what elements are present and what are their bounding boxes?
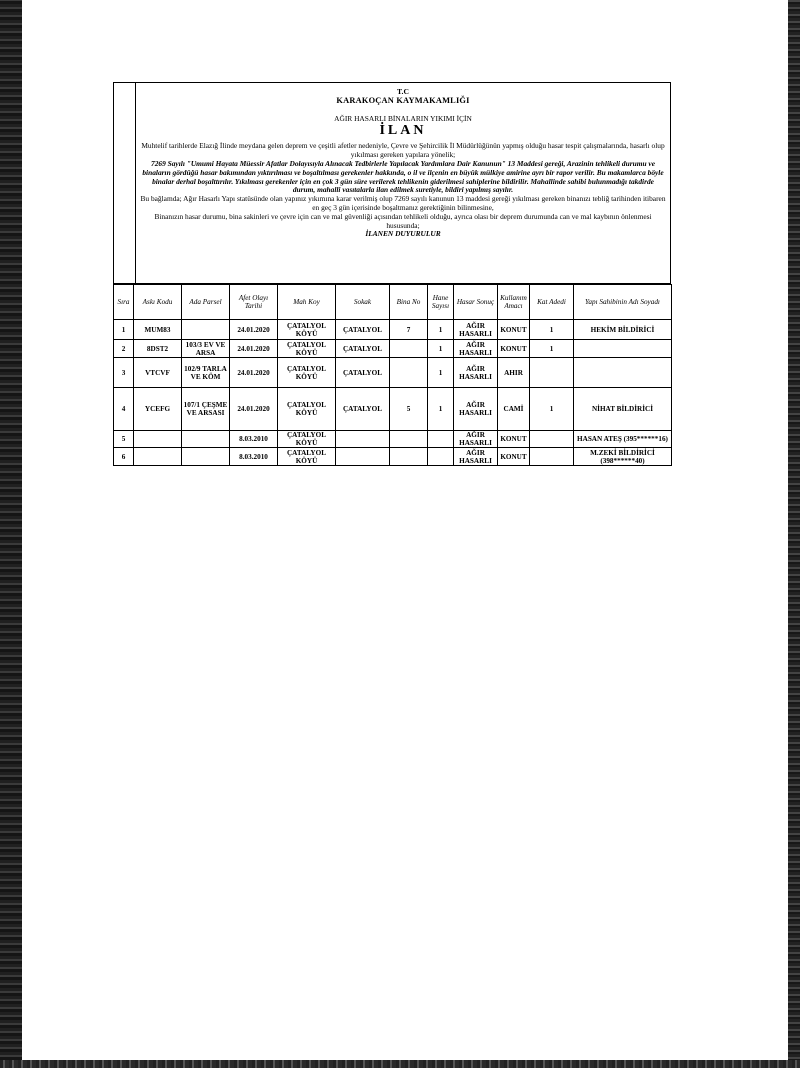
table-row xyxy=(114,388,672,431)
cell-afet-tarihi: 8.03.2010 xyxy=(230,431,278,448)
cell-sokak: ÇATALYOL xyxy=(336,388,390,431)
cell-hane-sayisi xyxy=(428,431,454,448)
cell-kat-adedi: 1 xyxy=(530,340,574,358)
cell-aski-kodu: 8DST2 xyxy=(134,340,182,358)
cell-hane-sayisi: 1 xyxy=(428,358,454,388)
cell-mah-koy: ÇATALYOL KÖYÜ xyxy=(278,448,336,466)
notice-closing: İLANEN DUYURULUR xyxy=(365,229,441,239)
header-sira: Sıra xyxy=(114,285,134,320)
cell-kullanim-amaci: KONUT xyxy=(498,448,530,466)
header-mah-koy: Mah Koy xyxy=(278,285,336,320)
scan-border-right xyxy=(788,0,800,1068)
notice-paragraph-1: Muhtelif tarihlerde Elazığ İlinde meydana gelen deprem ve çeşitli afetler nedeniyle, Çevre ve Şehircilik İl Müdürlüğünün yapmış olduğu hasar tespit çalışmalarında, hasarlı olup yıkılması gereken yapılara yönelik; xyxy=(141,141,665,160)
cell-bina-no xyxy=(390,358,428,388)
cell-hasar-sonuc: AĞIR HASARLI xyxy=(454,431,498,448)
cell-ada-parsel xyxy=(182,431,230,448)
cell-aski-kodu: MUM83 xyxy=(134,320,182,340)
cell-sira: 4 xyxy=(114,388,134,431)
cell-kullanim-amaci: KONUT xyxy=(498,320,530,340)
cell-ada-parsel: 107/1 ÇEŞME VE ARSASI xyxy=(182,388,230,431)
cell-mah-koy: ÇATALYOL KÖYÜ xyxy=(278,358,336,388)
cell-mah-koy: ÇATALYOL KÖYÜ xyxy=(278,388,336,431)
cell-aski-kodu: VTCVF xyxy=(134,358,182,388)
cell-hasar-sonuc: AĞIR HASARLI xyxy=(454,320,498,340)
table-row xyxy=(114,340,672,358)
notice-ilan-heading: İLAN xyxy=(379,123,427,139)
notice-text xyxy=(140,88,666,239)
table-header-row xyxy=(114,285,672,320)
cell-kullanim-amaci: AHIR xyxy=(498,358,530,388)
table-row xyxy=(114,431,672,448)
scan-border-left xyxy=(0,0,22,1068)
cell-yapi-sahibi: NİHAT BİLDİRİCİ xyxy=(574,388,672,431)
cell-mah-koy: ÇATALYOL KÖYÜ xyxy=(278,340,336,358)
cell-kat-adedi: 1 xyxy=(530,388,574,431)
cell-sira: 2 xyxy=(114,340,134,358)
notice-office: KARAKOÇAN KAYMAKAMLIĞI xyxy=(336,95,470,105)
cell-yapi-sahibi: M.ZEKİ BİLDİRİCİ (398******40) xyxy=(574,448,672,466)
table-row xyxy=(114,448,672,466)
cell-hane-sayisi: 1 xyxy=(428,340,454,358)
notice-paragraph-3: Bu bağlamda; Ağır Hasarlı Yapı statüsünde olan yapınız yıkımına karar verilmiş olup 7269 sayılı kanunun 13 maddesi gereği yıkılması gereken binanızı tebliğ tarihinden itibaren en geç 3 gün içerisinde boşaltmanız gerektiğinin bilinmesine, xyxy=(140,194,666,212)
cell-sira: 6 xyxy=(114,448,134,466)
cell-sokak: ÇATALYOL xyxy=(336,320,390,340)
table-row xyxy=(114,320,672,340)
notice-paragraph-2: 7269 Sayılı "Umumi Hayata Müessir Afatlar Dolayısıyla Alınacak Tedbirlerle Yapılacak Yardımlara Dair Kanunun" 13 Maddesi gereği, Arazinin tehlikeli durumu ve binaların gördüğü hasar bakımından yıktırılması ve boşaltılması gerekenler hakkında, o il ve ilçenin en büyük mülkiye amirine ayrı bir rapor verilir. Bu makamlarca böyle binalar derhal boşalttırılır. Yıkılması gerekenler için en çok 3 gün süre verilerek tehlikenin giderilmesi sahiplerine bildirilir. Mahallinde sahibi bulunmadığı takdirde durum, mahalli vasıtalarla ilan edilmek suretiyle, bildiri yapılmış sayılır. xyxy=(142,158,664,195)
cell-yapi-sahibi: HASAN ATEŞ (395******16) xyxy=(574,431,672,448)
cell-sokak xyxy=(336,448,390,466)
cell-bina-no xyxy=(390,431,428,448)
cell-kullanim-amaci: KONUT xyxy=(498,340,530,358)
header-hasar-sonuc: Hasar Sonuç xyxy=(454,285,498,320)
cell-mah-koy: ÇATALYOL KÖYÜ xyxy=(278,320,336,340)
cell-ada-parsel xyxy=(182,320,230,340)
cell-sokak xyxy=(336,431,390,448)
cell-hasar-sonuc: AĞIR HASARLI xyxy=(454,448,498,466)
cell-afet-tarihi: 24.01.2020 xyxy=(230,340,278,358)
header-ada-parsel: Ada Parsel xyxy=(182,285,230,320)
damaged-buildings-table xyxy=(113,284,672,466)
cell-sira: 3 xyxy=(114,358,134,388)
notice-frame-divider xyxy=(135,82,136,284)
cell-ada-parsel: 103/3 EV VE ARSA xyxy=(182,340,230,358)
cell-mah-koy: ÇATALYOL KÖYÜ xyxy=(278,431,336,448)
cell-hane-sayisi xyxy=(428,448,454,466)
cell-ada-parsel xyxy=(182,448,230,466)
cell-sokak: ÇATALYOL xyxy=(336,358,390,388)
cell-hasar-sonuc: AĞIR HASARLI xyxy=(454,388,498,431)
cell-afet-tarihi: 24.01.2020 xyxy=(230,388,278,431)
header-sokak: Sokak xyxy=(336,285,390,320)
cell-hane-sayisi: 1 xyxy=(428,388,454,431)
cell-yapi-sahibi xyxy=(574,358,672,388)
cell-aski-kodu: YCEFG xyxy=(134,388,182,431)
cell-ada-parsel: 102/9 TARLA VE KÖM xyxy=(182,358,230,388)
header-kullanim-amaci: Kullanım Amacı xyxy=(498,285,530,320)
notice-subject: AĞIR HASARLI BİNALARIN YIKIMI İÇİN xyxy=(334,113,472,123)
cell-sira: 1 xyxy=(114,320,134,340)
scan-border-bottom xyxy=(0,1060,800,1068)
cell-afet-tarihi: 8.03.2010 xyxy=(230,448,278,466)
cell-kat-adedi xyxy=(530,358,574,388)
notice-tc: T.C xyxy=(397,87,409,96)
header-afet-tarihi: Afet Olayı Tarihi xyxy=(230,285,278,320)
notice-paragraph-4: Binanızın hasar durumu, bina sakinleri ve çevre için can ve mal güvenliği açısından tehlikeli olduğu, ayrıca olası bir deprem durumunda can ve mal kaybının önlenmesi hususunda; xyxy=(154,211,652,230)
cell-kat-adedi: 1 xyxy=(530,320,574,340)
table-row xyxy=(114,358,672,388)
cell-sira: 5 xyxy=(114,431,134,448)
cell-afet-tarihi: 24.01.2020 xyxy=(230,358,278,388)
cell-afet-tarihi: 24.01.2020 xyxy=(230,320,278,340)
cell-hane-sayisi: 1 xyxy=(428,320,454,340)
cell-sokak: ÇATALYOL xyxy=(336,340,390,358)
cell-aski-kodu xyxy=(134,448,182,466)
cell-yapi-sahibi xyxy=(574,340,672,358)
cell-kullanim-amaci: CAMİ xyxy=(498,388,530,431)
cell-bina-no: 7 xyxy=(390,320,428,340)
cell-bina-no xyxy=(390,340,428,358)
cell-kullanim-amaci: KONUT xyxy=(498,431,530,448)
cell-kat-adedi xyxy=(530,431,574,448)
cell-aski-kodu xyxy=(134,431,182,448)
cell-hasar-sonuc: AĞIR HASARLI xyxy=(454,358,498,388)
header-bina-no: Bina No xyxy=(390,285,428,320)
cell-hasar-sonuc: AĞIR HASARLI xyxy=(454,340,498,358)
cell-bina-no xyxy=(390,448,428,466)
cell-kat-adedi xyxy=(530,448,574,466)
header-hane-sayisi: Hane Sayısı xyxy=(428,285,454,320)
header-kat-adedi: Kat Adedi xyxy=(530,285,574,320)
header-aski-kodu: Askı Kodu xyxy=(134,285,182,320)
cell-yapi-sahibi: HEKİM BİLDİRİCİ xyxy=(574,320,672,340)
cell-bina-no: 5 xyxy=(390,388,428,431)
header-yapi-sahibi: Yapı Sahibinin Adı Soyadı xyxy=(574,285,672,320)
